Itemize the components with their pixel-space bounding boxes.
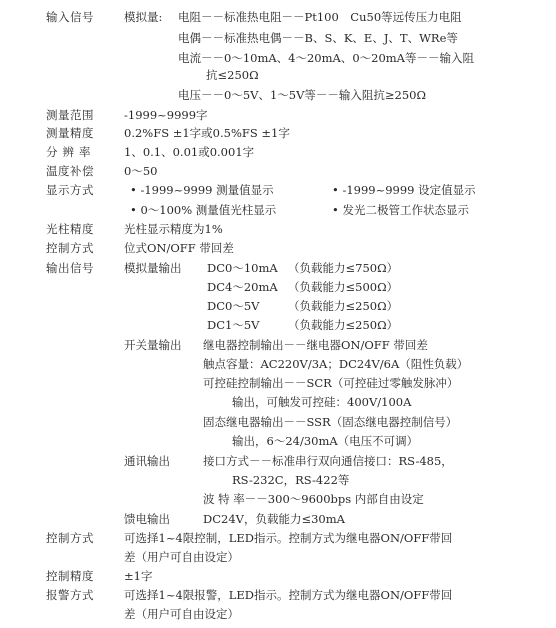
alarm-line: 差（用户可自由设定） — [124, 607, 239, 621]
row-value-bar-accuracy: 光柱显示精度为1% — [124, 222, 223, 236]
analog-range: DC4～20mA — [207, 280, 278, 294]
row-label-display-mode: 显示方式 — [46, 183, 94, 197]
analog-range: DC0～5V — [207, 299, 260, 313]
analog-range: DC1～5V — [207, 318, 260, 332]
row-value-temp-compensation: 0～50 — [124, 164, 158, 178]
switch-line: 触点容量：AC220V/3A；DC24V/6A（阻性负载） — [203, 357, 469, 371]
row-label-alarm-mode: 报警方式 — [46, 588, 94, 602]
row-label-control-mode: 控制方式 — [46, 241, 94, 255]
input-line-current-cont: 抗≤250Ω — [206, 68, 259, 82]
row-value-control-mode: 位式ON/OFF 带回差 — [124, 241, 234, 255]
switch-line: 输出，6～24/30mA（电压不可调） — [232, 434, 419, 448]
output-feed-label: 馈电输出 — [124, 512, 170, 526]
display-item-led-status: • 发光二极管工作状态显示 — [332, 203, 469, 217]
display-item-measured: • -1999~9999 测量值显示 — [130, 183, 274, 197]
row-label-temp-compensation: 温度补偿 — [46, 164, 94, 178]
row-value-measure-accuracy: 0.2%FS ±1字或0.5%FS ±1字 — [124, 126, 290, 140]
control-mode-2-line: 差（用户可自由设定） — [124, 550, 239, 564]
row-value-measure-range: -1999~9999字 — [124, 108, 208, 122]
output-comm-label: 通讯输出 — [124, 454, 170, 468]
comm-line: RS-232C，RS-422等 — [232, 473, 350, 487]
analog-load: （负载能力≤250Ω） — [288, 299, 399, 313]
row-label-input-signal: 输入信号 — [46, 10, 94, 24]
display-item-setpoint: • -1999~9999 设定值显示 — [332, 183, 476, 197]
comm-line: 波 特 率－－300～9600bps 内部自由设定 — [203, 492, 424, 506]
analog-load: （负载能力≤750Ω） — [288, 261, 399, 275]
switch-line: 继电器控制输出－－继电器ON/OFF 带回差 — [203, 338, 428, 352]
input-line-current: 电流－－0～10mA、4～20mA、0～20mA等－－输入阻 — [178, 51, 474, 65]
output-analog-label: 模拟量输出 — [124, 261, 182, 275]
row-value-control-accuracy: ±1字 — [124, 569, 153, 583]
control-mode-2-line: 可选择1~4限控制，LED指示。控制方式为继电器ON/OFF带回 — [124, 531, 453, 545]
row-label-resolution: 分辨率 — [46, 145, 96, 159]
analog-load: （负载能力≤500Ω） — [288, 280, 399, 294]
alarm-line: 可选择1~4限报警，LED指示。控制方式为继电器ON/OFF带回 — [124, 588, 453, 602]
analog-range: DC0～10mA — [207, 261, 278, 275]
input-line-thermocouple: 电偶－－标准热电偶－－B、S、K、E、J、T、WRe等 — [178, 31, 458, 45]
input-line-voltage: 电压－－0～5V、1～5V等－－输入阻抗≥250Ω — [178, 88, 426, 102]
analog-load: （负载能力≤250Ω） — [288, 318, 399, 332]
row-label-measure-accuracy: 测量精度 — [46, 126, 94, 140]
input-sub-label: 模拟量: — [124, 10, 163, 24]
row-label-output-signal: 输出信号 — [46, 261, 94, 275]
row-label-bar-accuracy: 光柱精度 — [46, 222, 94, 236]
switch-line: 输出，可触发可控硅：400V/100A — [232, 395, 412, 409]
output-switch-label: 开关量输出 — [124, 338, 182, 352]
row-value-resolution: 1、0.1、0.01或0.001字 — [124, 145, 255, 159]
input-line-resistance: 电阻－－标准热电阻－－Pt100 Cu50等远传压力电阻 — [178, 10, 462, 24]
row-label-measure-range: 测量范围 — [46, 108, 94, 122]
display-item-bargraph: • 0～100% 测量值光柱显示 — [130, 203, 277, 217]
switch-line: 固态继电器输出－－SSR（固态继电器控制信号） — [203, 415, 458, 429]
row-label-control-accuracy: 控制精度 — [46, 569, 94, 583]
comm-line: 接口方式－－标准串行双向通信接口：RS-485， — [203, 454, 453, 468]
output-feed-value: DC24V，负载能力≤30mA — [203, 512, 345, 526]
switch-line: 可控硅控制输出－－SCR（可控硅过零触发脉冲） — [203, 376, 459, 390]
row-label-control-mode-2: 控制方式 — [46, 531, 94, 545]
